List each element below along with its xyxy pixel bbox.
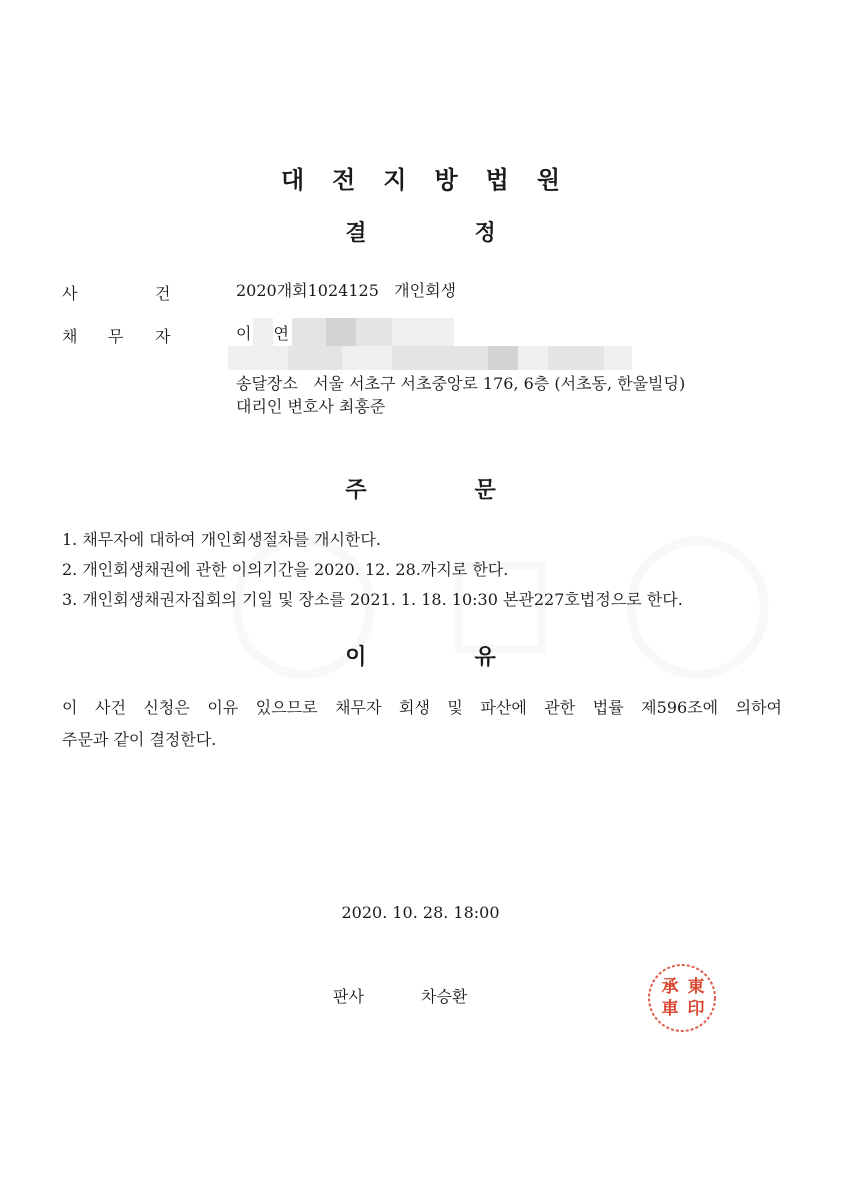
- decision-date: 2020. 10. 28. 18:00: [341, 903, 500, 922]
- case-label-char-2: 건: [155, 284, 171, 303]
- debtor-label-char-2: 무: [108, 327, 124, 346]
- debtor-label-char-3: 자: [155, 327, 171, 346]
- debtor-agent: 대리인 변호사 최홍준: [236, 397, 386, 416]
- reason-title: [0, 640, 841, 671]
- seal-glyph: 印: [687, 999, 705, 1019]
- order-item-2: 2. 개인회생채권에 관한 이의기간을 2020. 12. 28.까지로 한다.: [62, 560, 509, 579]
- reason-line-1: 이 사건 신청은 이유 있으므로 채무자 회생 및 파산에 관한 법률 제596조에 의하여: [62, 698, 782, 717]
- judge-title: 판사: [333, 987, 364, 1006]
- document-title: [0, 216, 841, 247]
- debtor-service-address: 송달장소 서울 서초구 서초중앙로 176, 6층 (서초동, 한울빌딩): [236, 374, 686, 393]
- debtor-name-last: 연: [273, 324, 289, 343]
- reason-line-2: 주문과 같이 결정한다.: [62, 730, 217, 749]
- reason-title-char-1: 이: [345, 645, 367, 670]
- case-value: [236, 281, 456, 301]
- debtor-label: [62, 324, 182, 344]
- order-title-char-2: 문: [474, 478, 496, 503]
- debtor-name-first: 이: [236, 324, 252, 343]
- order-item-3: 3. 개인회생채권자집회의 기일 및 장소를 2021. 1. 18. 10:30 본관227호법정으로 한다.: [62, 590, 683, 609]
- document-title-char-2: 정: [474, 221, 496, 246]
- seal-glyph: 東: [687, 977, 705, 997]
- case-name: 개인회생: [394, 281, 456, 300]
- order-item-1: 1. 채무자에 대하여 개인회생절차를 개시한다.: [62, 530, 381, 549]
- order-title: [0, 473, 841, 504]
- order-title-char-1: 주: [345, 478, 367, 503]
- seal-glyph: 車: [661, 999, 679, 1019]
- judge-name: 차승환: [421, 987, 468, 1006]
- court-seal-stamp: [646, 962, 718, 1034]
- case-number: 2020개회1024125: [236, 281, 379, 300]
- seal-glyph: 承: [661, 977, 679, 997]
- court-title: 대전지방법원: [280, 166, 589, 194]
- case-label: [62, 281, 182, 301]
- case-label-char-1: 사: [62, 284, 78, 303]
- reason-title-char-2: 유: [474, 645, 496, 670]
- document-title-char-1: 결: [345, 221, 367, 246]
- debtor-label-char-1: 채: [62, 327, 78, 346]
